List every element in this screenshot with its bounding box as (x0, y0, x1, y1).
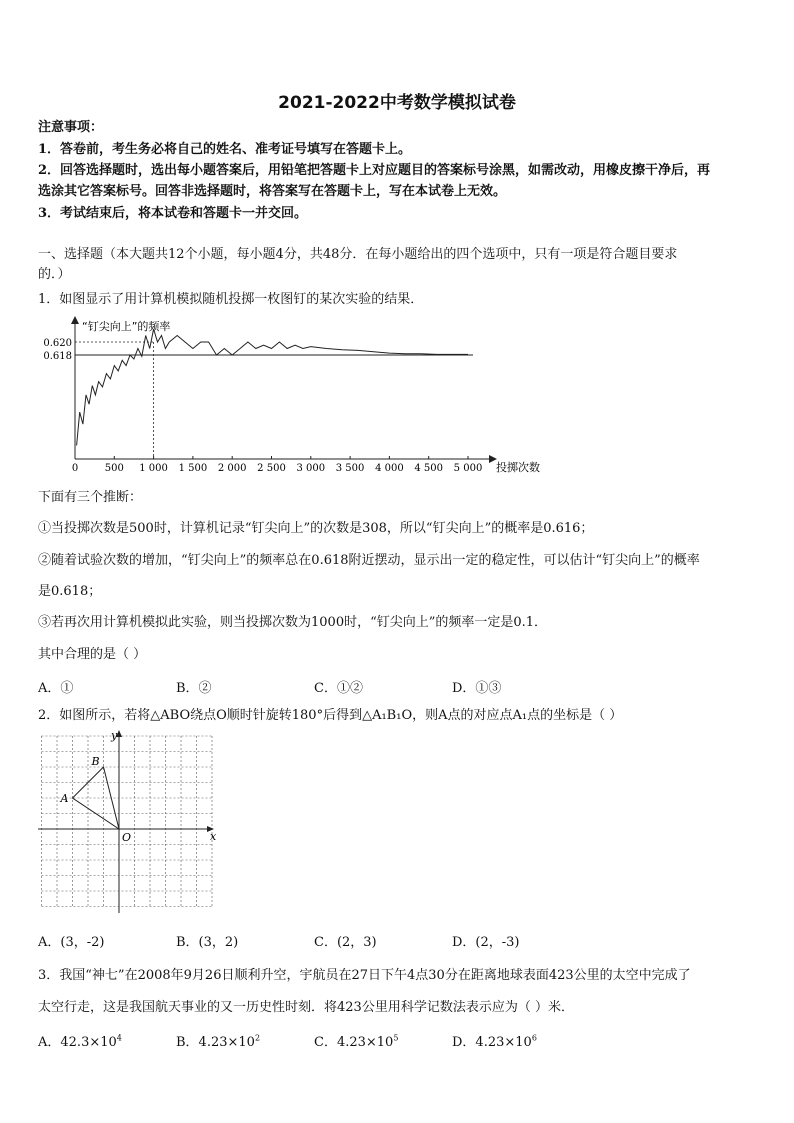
page-title: 2021-2022中考数学模拟试卷 (278, 93, 516, 113)
x-tick-label: 4 000 (375, 463, 404, 474)
section-heading-cont: 的．） (38, 267, 71, 282)
chart-ylabel: “钉尖向上”的频率 (82, 320, 171, 333)
x-tick-label: 4 500 (414, 463, 444, 474)
coordinate-grid (42, 736, 213, 907)
x-tick-label: 1 000 (139, 463, 168, 474)
q3-option-d[interactable]: D．$4.23\times 10^6$ (452, 1033, 537, 1050)
q1-stem: 1．如图显示了用计算机模拟随机投掷一枚图钉的某次实验的结果． (38, 292, 424, 307)
point-b-label: B (91, 755, 100, 768)
notice-item: 选涂其它答案标号。回答非选择题时，将答案写在答题卡上，写在本试卷上无效。 (38, 184, 507, 199)
q3-stem-cont: 太空行走，这是我国航天事业的又一历史性时刻．将423公里用科学记数法表示应为（ ）米． (38, 1000, 574, 1015)
q3-option-a[interactable]: A．$42.3\times 10^4$ (38, 1033, 122, 1050)
x-axis-label: x (210, 830, 217, 843)
section-heading: 一、选择题（本大题共12个小题，每小题4分，共48分．在每小题给出的四个选项中，只有一项是符合题目要求 (38, 247, 678, 262)
q1-frequency-chart (38, 312, 548, 482)
notice-item: 3．考试结束后，将本试卷和答题卡一并交回。 (38, 206, 308, 221)
q2-coordinate-figure (38, 728, 223, 918)
q3-stem: 3．我国“神七”在2008年9月26日顺利升空，宇航员在27日下午4点30分在距离地球表面423公里的太空中完成了 (38, 968, 691, 983)
q2-option-b[interactable]: B．(3，2) (176, 935, 239, 950)
q2-option-a[interactable]: A．(3，-2) (38, 935, 105, 950)
q1-option-a[interactable]: A．① (38, 681, 74, 696)
point-a-label: A (60, 792, 69, 805)
x-tick-label: 3 500 (335, 463, 365, 474)
x-tick-label: 3 000 (296, 463, 326, 474)
notice-item: 2．回答选择题时，选出每小题答案后，用铅笔把答题卡上对应题目的答案标号涂黑，如需改动，用橡皮擦干净后，再 (38, 163, 711, 178)
y-tick-label: 0.618 (43, 351, 72, 362)
q1-option-d[interactable]: D．①③ (452, 681, 502, 696)
q1-intro: 下面有三个推断： (38, 490, 143, 505)
y-axis-label: y (111, 729, 118, 742)
q1-ask: 其中合理的是（ ） (38, 647, 147, 662)
q1-statement-2: ②随着试验次数的增加，“钉尖向上”的频率总在0.618附近摆动，显示出一定的稳定性，可以估计“钉尖向上”的概率 (38, 553, 700, 568)
q1-option-c[interactable]: C．①② (314, 681, 363, 696)
notice-heading: 注意事项： (38, 120, 104, 135)
q1-statement-3: ③若再次用计算机模拟此实验，则当投掷次数为1000时，“钉尖向上”的频率一定是0.1． (38, 615, 548, 630)
y-tick-label: 0.620 (43, 338, 72, 349)
chart-xlabel: 投掷次数 (496, 461, 540, 474)
q1-option-b[interactable]: B．② (176, 681, 212, 696)
x-tick-label: 500 (104, 463, 124, 474)
q3-option-b[interactable]: B．$4.23\times 10^2$ (176, 1033, 261, 1050)
x-tick-label: 2 500 (257, 463, 286, 474)
q2-option-d[interactable]: D．(2，-3) (452, 935, 520, 950)
origin-label: O (122, 831, 132, 844)
q2-option-c[interactable]: C．(2，3) (314, 935, 377, 950)
q1-statement-2-cont: 是0.618； (38, 584, 102, 599)
x-tick-label: 0 (71, 463, 79, 474)
x-tick-label: 1 500 (178, 463, 208, 474)
x-tick-label: 2 000 (217, 463, 247, 474)
x-tick-label: 5 000 (453, 463, 483, 474)
notice-item: 1．答卷前，考生务必将自己的姓名、准考证号填写在答题卡上。 (38, 142, 412, 157)
q1-statement-1: ①当投掷次数是500时，计算机记录“钉尖向上”的次数是308，所以“钉尖向上”的概率是0.616； (38, 521, 594, 536)
q2-stem: 2．如图所示，若将△ABO绕点O顺时针旋转180°后得到△A₁B₁O，则A点的对应点A₁点的坐标是（ ） (38, 708, 623, 723)
q3-option-c[interactable]: C．$4.23\times 10^5$ (314, 1033, 399, 1050)
